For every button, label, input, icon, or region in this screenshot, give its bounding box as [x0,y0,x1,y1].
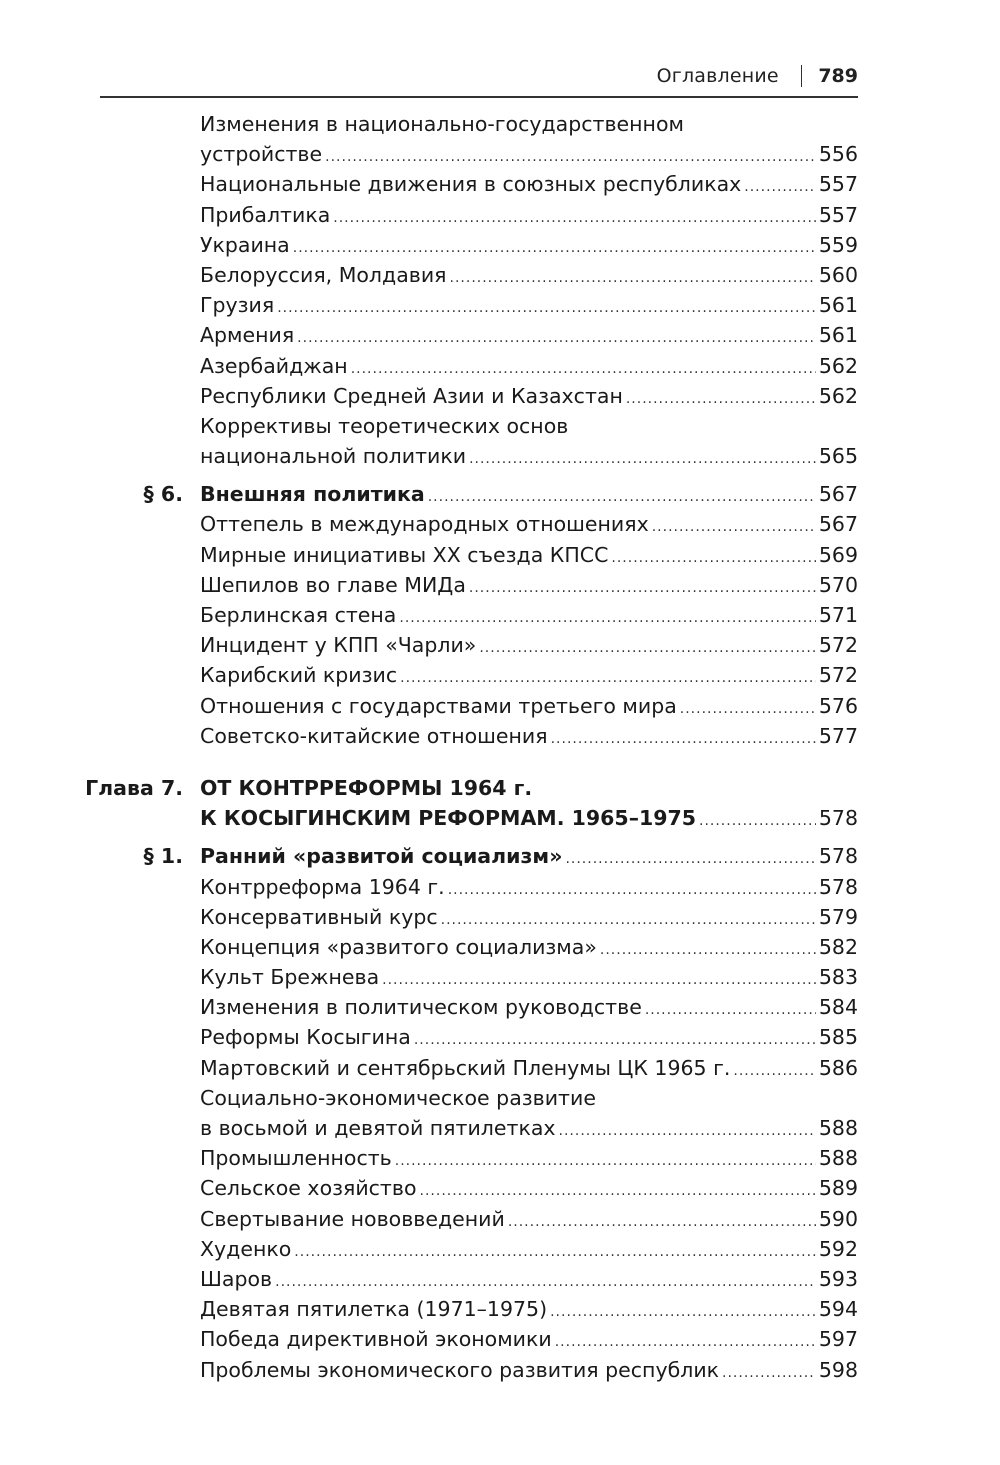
toc-entry [0,1355,1000,1385]
dot-leader [600,935,816,965]
toc-entry-page: 598 [818,1357,858,1382]
toc-entry-text: Социально-экономическое развитие [200,1085,596,1110]
toc-entry-page: 582 [818,934,858,959]
chapter-title-line1: ОТ КОНТРРЕФОРМЫ 1964 г. [200,775,533,800]
toc-entry-page: 570 [818,572,858,597]
toc-entry-text: Промышленность [200,1146,392,1171]
section-page: 578 [818,844,858,869]
toc-entry [0,260,1000,290]
toc-entry-text: Изменения в национально-государственном [200,112,684,136]
toc-entry-text: Шепилов во главе МИДа [200,572,466,597]
toc-entry-page: 567 [818,512,858,537]
toc-entry [0,169,1000,199]
dot-leader [420,1176,816,1206]
toc-entry-page: 562 [818,353,858,378]
toc-entry-page: 576 [818,693,858,718]
toc-entry-text: Коррективы теоретических основ [200,413,569,438]
dot-leader [565,844,815,874]
toc-entry [0,1294,1000,1324]
toc-entry-page: 585 [818,1025,858,1050]
dot-leader [645,995,816,1025]
toc-entry-page: 572 [818,663,858,688]
toc-entry-text: Оттепель в международных отношениях [200,512,649,537]
toc-entry-page: 557 [818,202,858,227]
dot-leader [382,965,816,995]
toc-entry-page: 593 [818,1266,858,1291]
toc-entry [0,1083,1000,1113]
toc-entry-page: 584 [818,995,858,1020]
toc-entry-text: устройстве [200,142,323,167]
toc-entry [0,1234,1000,1264]
toc-entry-page: 562 [818,383,858,408]
dot-leader [479,633,816,663]
toc-entry-text: Культ Брежнева [200,965,380,990]
toc-entry-text: Национальные движения в союзных республиках [200,172,742,197]
toc-entry-text: Контрреформа 1964 г. [200,874,445,899]
dot-leader [333,203,816,233]
toc-entry [0,230,1000,260]
dot-leader [414,1025,816,1055]
toc-entry [0,109,1000,139]
toc-entry-text: Свертывание нововведений [200,1206,505,1231]
toc-entry [0,1204,1000,1234]
toc-entry-page: 583 [818,965,858,990]
toc-entry-page: 561 [818,293,858,318]
toc-entry-page: 577 [818,723,858,748]
dot-leader [469,573,816,603]
toc-section-6 [0,479,1000,509]
dot-leader [275,1267,816,1297]
dot-leader [699,806,816,836]
toc-entry-text: Проблемы экономического развития республик [200,1357,720,1382]
toc-entry-page: 578 [818,874,858,899]
dot-leader [277,293,816,323]
header-rule [100,96,858,98]
toc-entry-page: 588 [818,1116,858,1140]
dot-leader [680,694,816,724]
dot-leader [293,233,816,263]
toc-entry-page: 597 [818,1327,858,1352]
toc-entry [0,721,1000,751]
dot-leader [508,1207,816,1237]
toc-entry-text: Победа директивной экономики [200,1327,552,1352]
toc-entry-text: национальной политики [200,444,467,469]
toc-entry [0,509,1000,539]
section-title: Ранний «развитой социализм» [200,844,563,869]
dot-leader [559,1116,816,1146]
dot-leader [351,354,816,384]
toc-entry [0,351,1000,381]
toc-entry [0,381,1000,411]
dot-leader [733,1056,815,1086]
dot-leader [722,1358,816,1388]
dot-leader [428,482,816,512]
toc-entry [0,872,1000,902]
section-title: Внешняя политика [200,482,425,507]
toc-entry-page: 586 [818,1055,858,1080]
toc-entry [0,290,1000,320]
toc-entry [0,600,1000,630]
dot-leader [448,875,816,905]
toc-entry-text: Берлинская стена [200,603,397,627]
toc-entry-text: Сельское хозяйство [200,1176,417,1201]
dot-leader [652,512,816,542]
table-of-contents [0,109,1000,1385]
dot-leader [399,603,815,633]
toc-entry-page: 579 [818,904,858,929]
running-head-separator [801,65,803,87]
toc-entry [0,932,1000,962]
toc-section-1 [0,841,1000,871]
dot-leader [551,724,816,754]
toc-entry [0,441,1000,471]
toc-entry-page: 565 [818,444,858,469]
dot-leader [400,663,816,693]
toc-entry [0,1324,1000,1354]
dot-leader [325,142,816,172]
toc-entry-page: 589 [818,1176,858,1201]
toc-entry-page: 592 [818,1236,858,1261]
toc-entry-page: 560 [818,262,858,287]
section-prefix: § 6. [143,482,183,507]
toc-entry-text: Шаров [200,1266,273,1291]
toc-entry [0,411,1000,441]
toc-entry-text: Реформы Косыгина [200,1025,411,1050]
toc-entry-page: 569 [818,542,858,567]
toc-entry-text: Консервативный курс [200,904,438,929]
toc-entry [0,540,1000,570]
toc-entry [0,1264,1000,1294]
toc-chapter-7 [0,773,1000,803]
toc-entry [0,902,1000,932]
toc-entry [0,691,1000,721]
toc-entry [0,570,1000,600]
toc-entry-text: Мартовский и сентябрьский Пленумы ЦК 1965 г. [200,1055,731,1080]
toc-entry [0,1053,1000,1083]
toc-entry-text: Инцидент у КПП «Чарли» [200,633,477,658]
toc-entry-page: 572 [818,633,858,658]
toc-entry-text: Девятая пятилетка (1971–1975) [200,1297,548,1322]
toc-entry-page: 559 [818,232,858,257]
toc-entry [0,1143,1000,1173]
toc-entry-page: 556 [818,142,858,167]
toc-chapter-7-line2 [0,803,1000,833]
toc-entry-text: Советско-китайские отношения [200,723,548,748]
toc-entry [0,630,1000,660]
toc-entry-text: Концепция «развитого социализма» [200,934,597,959]
dot-leader [297,323,816,353]
page-number: 789 [818,65,858,87]
toc-entry-page: 594 [818,1297,858,1322]
chapter-prefix: Глава 7. [85,775,183,800]
dot-leader [626,384,816,414]
toc-entry-page: 590 [818,1206,858,1231]
toc-entry-text: Отношения с государствами третьего мира [200,693,677,718]
section-prefix: § 1. [143,844,183,869]
dot-leader [450,263,816,293]
toc-entry [0,139,1000,169]
running-head [100,62,858,90]
dot-leader [555,1327,816,1357]
toc-entry-text: Карибский кризис [200,663,398,688]
toc-entry-text: Прибалтика [200,202,331,227]
dot-leader [294,1237,816,1267]
toc-entry [0,320,1000,350]
toc-entry [0,1113,1000,1143]
dot-leader [395,1146,816,1176]
toc-entry-text: Худенко [200,1236,292,1261]
chapter-title-line2: К КОСЫГИНСКИМ РЕФОРМАМ. 1965–1975 [200,806,696,831]
toc-entry [0,200,1000,230]
toc-entry-text: Мирные инициативы ХХ съезда КПСС [200,542,609,567]
toc-entry-page: 557 [818,172,858,197]
dot-leader [550,1297,816,1327]
toc-entry-text: Украина [200,232,290,257]
toc-entry [0,1173,1000,1203]
toc-entry-page: 561 [818,323,858,348]
running-head-title: Оглавление [656,65,779,87]
dot-leader [469,444,816,474]
toc-entry-text: Азербайджан [200,353,348,378]
toc-entry-page: 571 [818,603,858,627]
toc-entry [0,660,1000,690]
chapter-page: 578 [818,806,858,831]
toc-entry-text: Грузия [200,293,275,318]
toc-entry-text: в восьмой и девятой пятилетках [200,1116,556,1140]
dot-leader [744,172,816,202]
toc-entry-text: Белоруссия, Молдавия [200,262,447,287]
section-page: 567 [818,482,858,507]
toc-entry-text: Изменения в политическом руководстве [200,995,642,1020]
toc-entry [0,1022,1000,1052]
toc-entry-page: 588 [818,1146,858,1171]
toc-entry [0,992,1000,1022]
dot-leader [441,905,816,935]
toc-entry [0,962,1000,992]
dot-leader [611,543,815,573]
toc-entry-text: Армения [200,323,295,348]
toc-entry-text: Республики Средней Азии и Казахстан [200,383,623,408]
